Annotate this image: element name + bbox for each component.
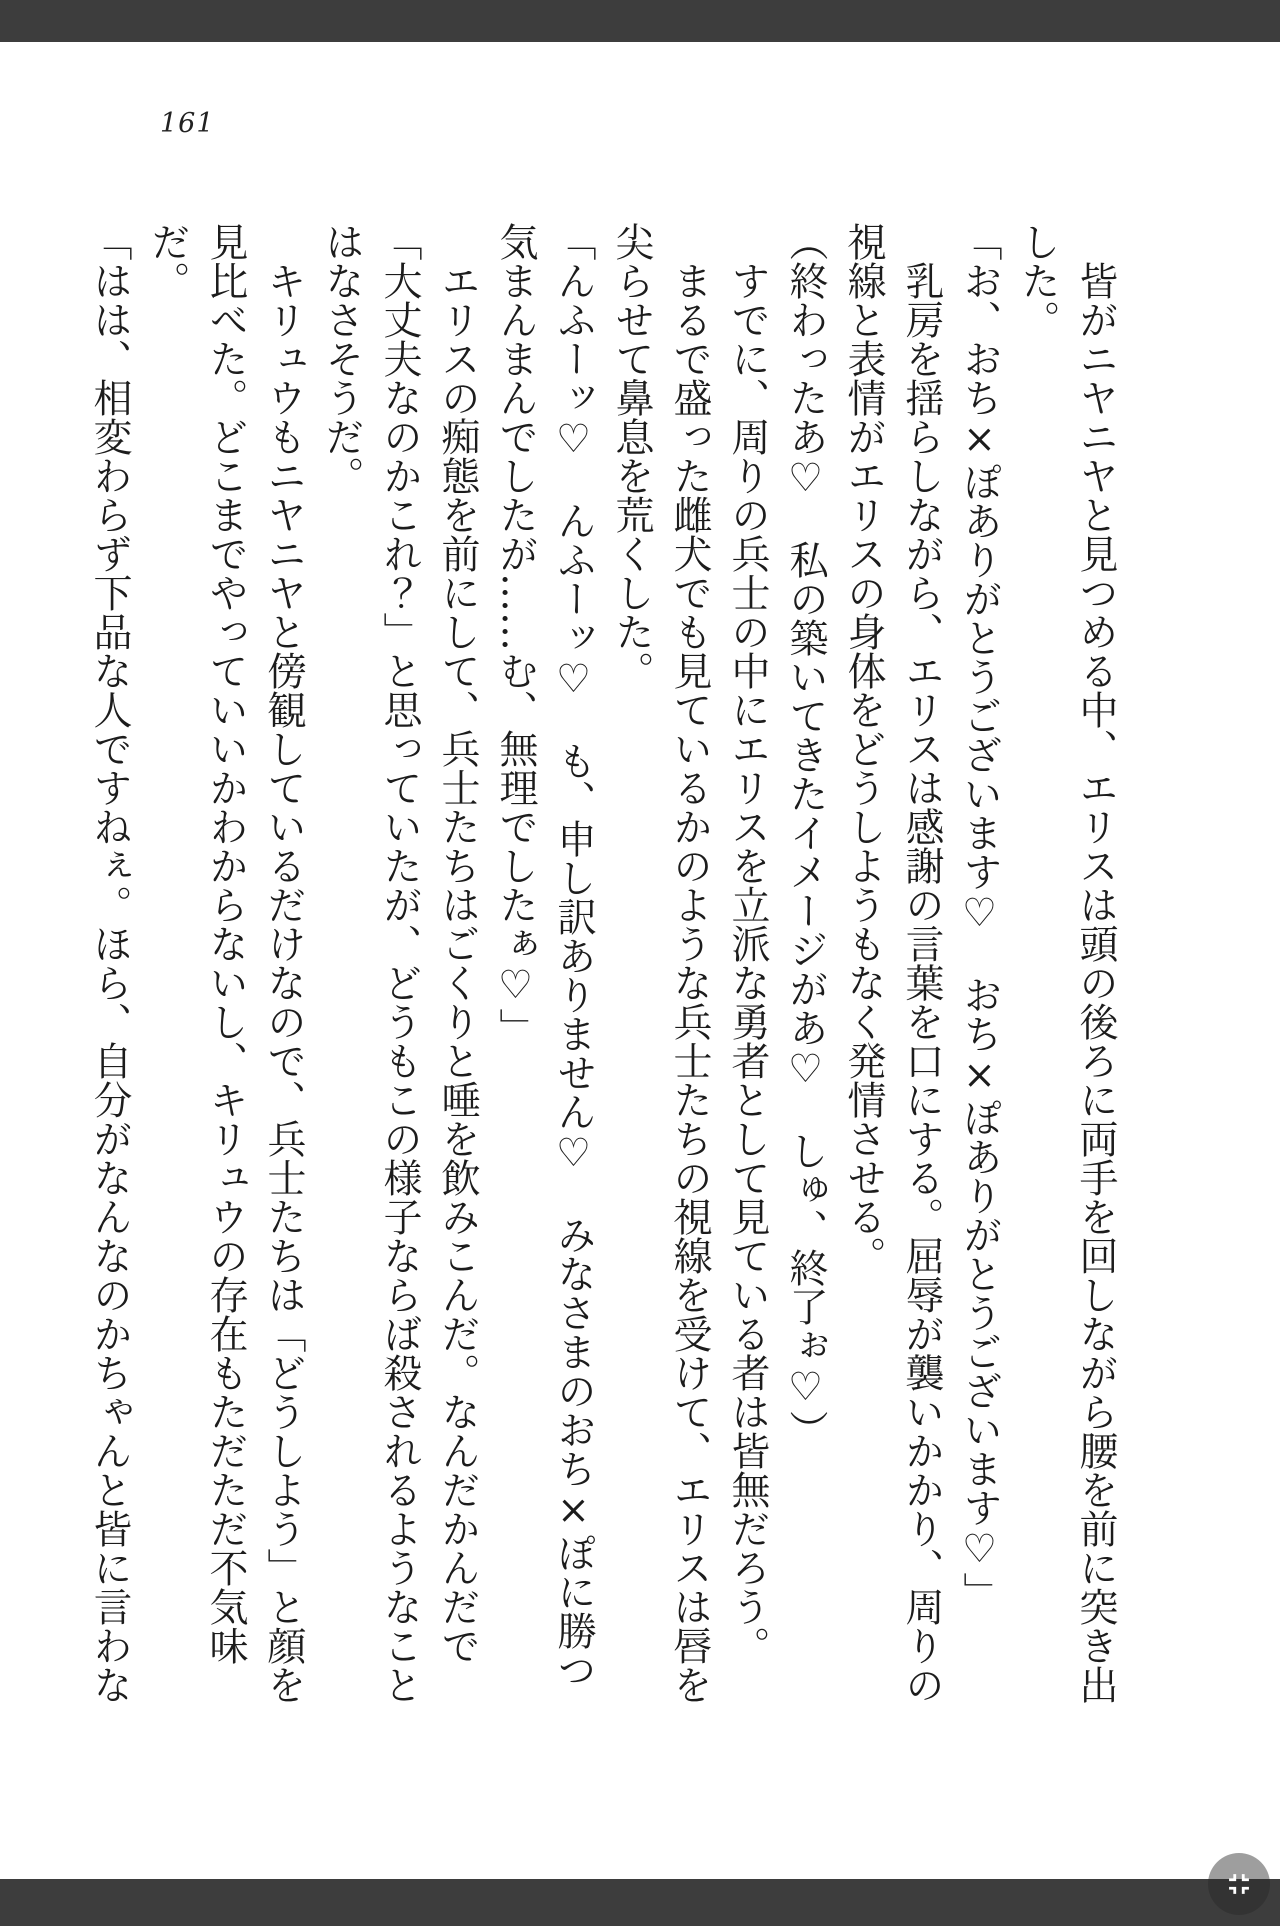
novel-paragraph: キリュウもニヤニヤと傍観しているだけなので、兵士たちは「どうしよう」と顔を見比べた。どこまでやっていいかわからないし、キリュウの存在もただただ不気味だ。 <box>145 222 306 1704</box>
exit-fullscreen-button[interactable] <box>1208 1853 1270 1915</box>
novel-paragraph: まるで盛った雌犬でも見ているかのような兵士たちの視線を受けて、エリスは唇を尖らせて鼻息を荒くした。 <box>609 222 712 1704</box>
exit-fullscreen-icon <box>1222 1867 1256 1901</box>
novel-paragraph: すでに、周りの兵士の中にエリスを立派な勇者として見ている者は皆無だろう。 <box>725 222 770 1665</box>
page-text <box>80 222 1124 1704</box>
novel-paragraph: 「んふーッ♡ んふーッ♡ も、申し訳ありません♡ みなさまのおち×ぽに勝つ気まんまんでしたが……む、無理でしたぁ♡」 <box>493 222 596 1689</box>
novel-paragraph: 乳房を揺らしながら、エリスは感謝の言葉を口にする。屈辱が襲いかかり、周りの視線と表情がエリスの身体をどうしようもなく発情させる。 <box>841 222 944 1704</box>
novel-paragraph: （終わったあ♡ 私の築いてきたイメージがあ♡ しゅ、終了ぉ♡） <box>783 222 828 1449</box>
novel-paragraph: 「はは、相変わらず下品な人ですねぇ。ほら、自分がなんなのかちゃんと皆に言わな <box>87 222 132 1704</box>
page-number: 161 <box>160 108 215 139</box>
top-app-bar <box>0 0 1280 42</box>
bottom-app-bar <box>0 1879 1280 1926</box>
novel-paragraph: 皆がニヤニヤと見つめる中、エリスは頭の後ろに両手を回しながら腰を前に突き出した。 <box>1015 222 1118 1704</box>
novel-paragraph: 「お、おち×ぽありがとうございます♡ おち×ぽありがとうございます♡」 <box>957 222 1002 1611</box>
novel-paragraph: エリスの痴態を前にして、兵士たちはごくりと唾を飲みこんだ。なんだかんだで「大丈夫なのかこれ？」と思っていたが、どうもこの様子ならば殺されるようなことはなさそうだ。 <box>319 222 480 1704</box>
